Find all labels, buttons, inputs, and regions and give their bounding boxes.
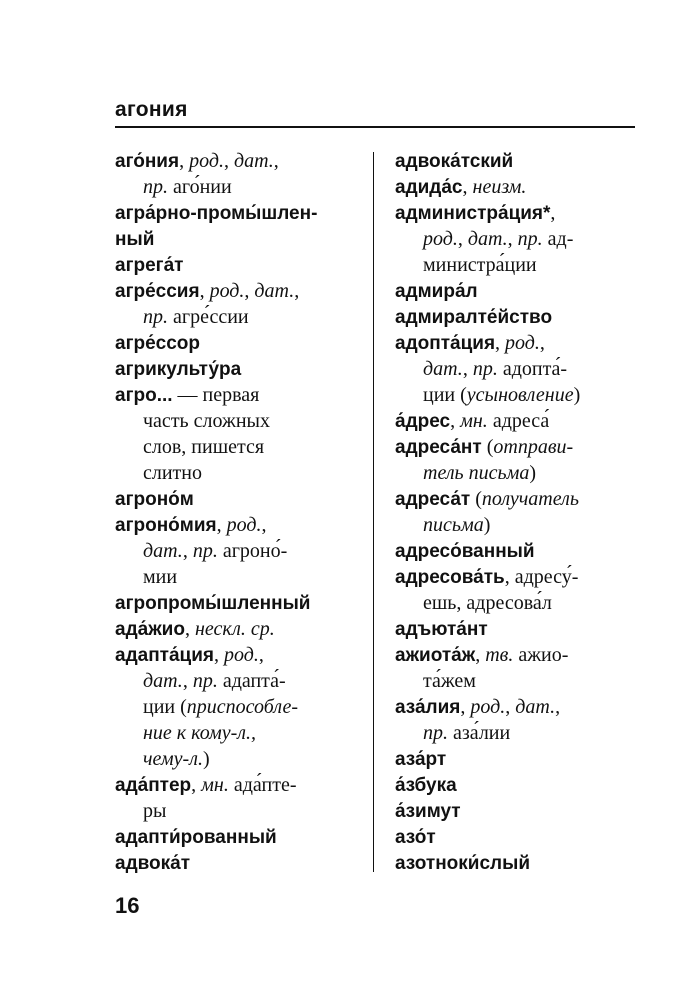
entry-line xyxy=(115,382,360,408)
grammar-note: род. xyxy=(470,696,506,718)
entry-line xyxy=(395,408,640,434)
entry-line xyxy=(395,616,640,642)
entry-line xyxy=(115,226,360,252)
grammar-note: пр. xyxy=(143,306,168,328)
entry-text: , xyxy=(495,332,506,354)
entry-text: , xyxy=(199,280,210,302)
grammar-note: дат. xyxy=(423,358,463,380)
headword: адресо́ванный xyxy=(395,541,535,562)
entry-text: , xyxy=(294,280,300,302)
entry-line xyxy=(115,356,360,382)
headword: аза́лия xyxy=(395,697,461,718)
entry-line xyxy=(115,408,360,434)
page-number: 16 xyxy=(115,893,140,918)
grammar-note: род. xyxy=(224,644,259,666)
headword: агроно́м xyxy=(115,489,194,510)
grammar-note: пр. xyxy=(472,358,498,380)
entry-line xyxy=(395,304,640,330)
entry-line xyxy=(395,590,640,616)
entry-line xyxy=(395,538,640,564)
entry-line xyxy=(395,434,640,460)
entry-text: та́жем xyxy=(423,670,476,692)
entry-text: , xyxy=(539,332,545,354)
grammar-note: пр. xyxy=(143,176,168,198)
entry-line xyxy=(395,564,640,590)
entry-text: , xyxy=(505,696,516,718)
entry-line xyxy=(115,486,360,512)
entry-line xyxy=(115,772,360,798)
headword: агрикульту́ра xyxy=(115,359,242,380)
headword: ажиота́ж xyxy=(395,645,476,666)
headword: адопта́ция xyxy=(395,333,496,354)
entry-line xyxy=(395,226,640,252)
entry-line xyxy=(395,200,640,226)
entry-line xyxy=(395,798,640,824)
headword: агроно́мия xyxy=(115,515,217,536)
column-divider xyxy=(373,152,374,872)
entry-line xyxy=(115,616,360,642)
entry-line xyxy=(115,668,360,694)
grammar-note: пр. xyxy=(423,722,448,744)
entry-line xyxy=(395,642,640,668)
entry-text: ешь, адресова́л xyxy=(423,592,552,614)
grammar-note: чему-л. xyxy=(143,748,203,770)
entry-text: , xyxy=(214,644,224,666)
entry-text: ( xyxy=(470,488,482,510)
headword: агрега́т xyxy=(115,255,184,276)
entry-text: , xyxy=(475,644,486,666)
entry-line xyxy=(115,330,360,356)
entry-text: , xyxy=(216,514,227,536)
entry-line xyxy=(115,200,360,226)
entry-line xyxy=(395,174,640,200)
entry-text: ции ( xyxy=(143,696,187,718)
entry-line xyxy=(115,798,360,824)
entry-line xyxy=(395,512,640,538)
grammar-note: тель письма xyxy=(423,462,530,484)
entry-line xyxy=(115,720,360,746)
entry-text: аза́лии xyxy=(448,722,511,744)
headword: адапти́рованный xyxy=(115,827,277,848)
headword: адида́с xyxy=(395,177,463,198)
grammar-note: род. xyxy=(505,332,540,354)
headword: азотноки́слый xyxy=(395,853,531,874)
entry-line xyxy=(395,694,640,720)
entry-line xyxy=(115,148,360,174)
entry-line xyxy=(395,252,640,278)
entry-line xyxy=(395,772,640,798)
entry-text: министра́ции xyxy=(423,254,537,276)
entry-text: адапта́- xyxy=(217,670,286,692)
headword: адресова́ть xyxy=(395,567,505,588)
grammar-note: неизм. xyxy=(472,176,527,198)
grammar-note: дат. xyxy=(254,280,295,302)
entry-line xyxy=(395,330,640,356)
entry-text: , xyxy=(184,618,195,640)
entry-line xyxy=(115,252,360,278)
entry-line xyxy=(115,512,360,538)
grammar-note: мн. xyxy=(460,410,488,432)
headword: ада́жио xyxy=(115,619,185,640)
entry-text: ры xyxy=(143,800,167,822)
grammar-note: письма xyxy=(423,514,484,536)
entry-text: ) xyxy=(573,384,581,406)
grammar-note: пр. xyxy=(192,670,218,692)
entry-text: , xyxy=(450,410,461,432)
entry-text: слов, пишется xyxy=(143,436,265,458)
grammar-note: дат. xyxy=(143,670,183,692)
entry-text: , адресу́- xyxy=(504,566,579,588)
headword: адвока́т xyxy=(115,853,191,874)
entry-line xyxy=(115,850,360,876)
headword: адмира́л xyxy=(395,281,478,302)
entry-line xyxy=(395,824,640,850)
headword: администра́ция* xyxy=(395,203,551,224)
entry-line xyxy=(115,590,360,616)
entry-line xyxy=(115,538,360,564)
entry-text: , xyxy=(462,358,473,380)
entry-text: ) xyxy=(202,748,210,770)
entry-text: , xyxy=(273,150,279,172)
headword: адъюта́нт xyxy=(395,619,488,640)
entry-line xyxy=(115,304,360,330)
entry-line xyxy=(115,746,360,772)
entry-text: адопта́- xyxy=(497,358,568,380)
entry-text: , xyxy=(555,696,561,718)
entry-line xyxy=(395,356,640,382)
entry-line xyxy=(395,850,640,876)
entry-text: , xyxy=(462,176,473,198)
entry-text: агроно́- xyxy=(217,540,288,562)
entry-text: ажио- xyxy=(513,644,569,666)
grammar-note: мн. xyxy=(201,774,229,796)
headword: агре́ссор xyxy=(115,333,200,354)
entry-text: , xyxy=(457,228,468,250)
headword: адреса́нт xyxy=(395,437,482,458)
entry-line xyxy=(115,278,360,304)
entry-text: слитно xyxy=(143,462,203,484)
entry-line xyxy=(395,382,640,408)
headword: ный xyxy=(115,229,155,250)
headword: агре́ссия xyxy=(115,281,200,302)
entry-text: , xyxy=(507,228,518,250)
grammar-note: дат. xyxy=(233,150,274,172)
entry-text: , xyxy=(244,280,255,302)
entry-text: ( xyxy=(481,436,494,458)
grammar-note: род. xyxy=(189,150,224,172)
entry-line xyxy=(115,434,360,460)
headword: адвока́тский xyxy=(395,151,514,172)
grammar-note: тв. xyxy=(485,644,514,666)
entry-text: , xyxy=(460,696,471,718)
entry-text: часть сложных xyxy=(143,410,270,432)
grammar-note: дат. xyxy=(467,228,508,250)
grammar-note: пр. xyxy=(192,540,218,562)
entry-line xyxy=(115,642,360,668)
header-rule xyxy=(115,126,635,128)
headword: а́зимут xyxy=(395,801,461,822)
entry-line xyxy=(115,694,360,720)
entry-text: ) xyxy=(529,462,537,484)
entry-line xyxy=(395,746,640,772)
running-head: агония xyxy=(115,98,188,121)
headword: ада́птер xyxy=(115,775,192,796)
entry-text: ада́пте- xyxy=(228,774,297,796)
grammar-note: род. xyxy=(226,514,262,536)
grammar-note: отправи- xyxy=(493,436,574,458)
headword: а́дрес xyxy=(395,411,451,432)
grammar-note: род. xyxy=(209,280,245,302)
grammar-note: приспособле- xyxy=(186,696,299,718)
headword: азо́т xyxy=(395,827,436,848)
grammar-note: род. xyxy=(423,228,458,250)
headword: агропромы́шленный xyxy=(115,593,311,614)
entry-text: аго́нии xyxy=(168,176,232,198)
headword: адреса́т xyxy=(395,489,471,510)
entry-text: — первая xyxy=(172,384,260,406)
grammar-note: получатель xyxy=(481,488,579,510)
headword: агра́рно-промы́шлен- xyxy=(115,203,318,224)
grammar-note: нескл. ср. xyxy=(194,618,275,640)
entry-text: , xyxy=(182,540,193,562)
entry-line xyxy=(115,824,360,850)
grammar-note: усыновление xyxy=(466,384,574,406)
entry-line xyxy=(395,148,640,174)
entry-text: , xyxy=(223,150,234,172)
entry-line xyxy=(395,278,640,304)
entry-text: , xyxy=(179,150,190,172)
entry-text: , xyxy=(550,202,556,224)
headword: агро... xyxy=(115,385,173,406)
left-column xyxy=(115,148,360,876)
entry-line xyxy=(115,460,360,486)
entry-text: мии xyxy=(143,566,178,588)
grammar-note: ние к кому-л., xyxy=(143,722,257,744)
entry-line xyxy=(395,486,640,512)
entry-text: , xyxy=(258,644,264,666)
entry-line xyxy=(395,720,640,746)
headword: аго́ния xyxy=(115,151,180,172)
headword: а́збука xyxy=(395,775,457,796)
grammar-note: пр. xyxy=(517,228,543,250)
entry-text: ад- xyxy=(542,228,574,250)
entry-text: агре́ссии xyxy=(168,306,249,328)
headword: аза́рт xyxy=(395,749,447,770)
entry-text: , xyxy=(191,774,202,796)
entry-line xyxy=(115,564,360,590)
entry-text: ции ( xyxy=(423,384,467,406)
grammar-note: дат. xyxy=(515,696,556,718)
entry-line xyxy=(115,174,360,200)
entry-text: , xyxy=(182,670,193,692)
right-column xyxy=(395,148,640,876)
headword: адапта́ция xyxy=(115,645,214,666)
entry-line xyxy=(395,460,640,486)
entry-text: адреса́ xyxy=(487,410,550,432)
entry-text: , xyxy=(261,514,267,536)
entry-text: ) xyxy=(483,514,491,536)
grammar-note: дат. xyxy=(143,540,183,562)
entry-line xyxy=(395,668,640,694)
headword: адмиралте́йство xyxy=(395,307,553,328)
